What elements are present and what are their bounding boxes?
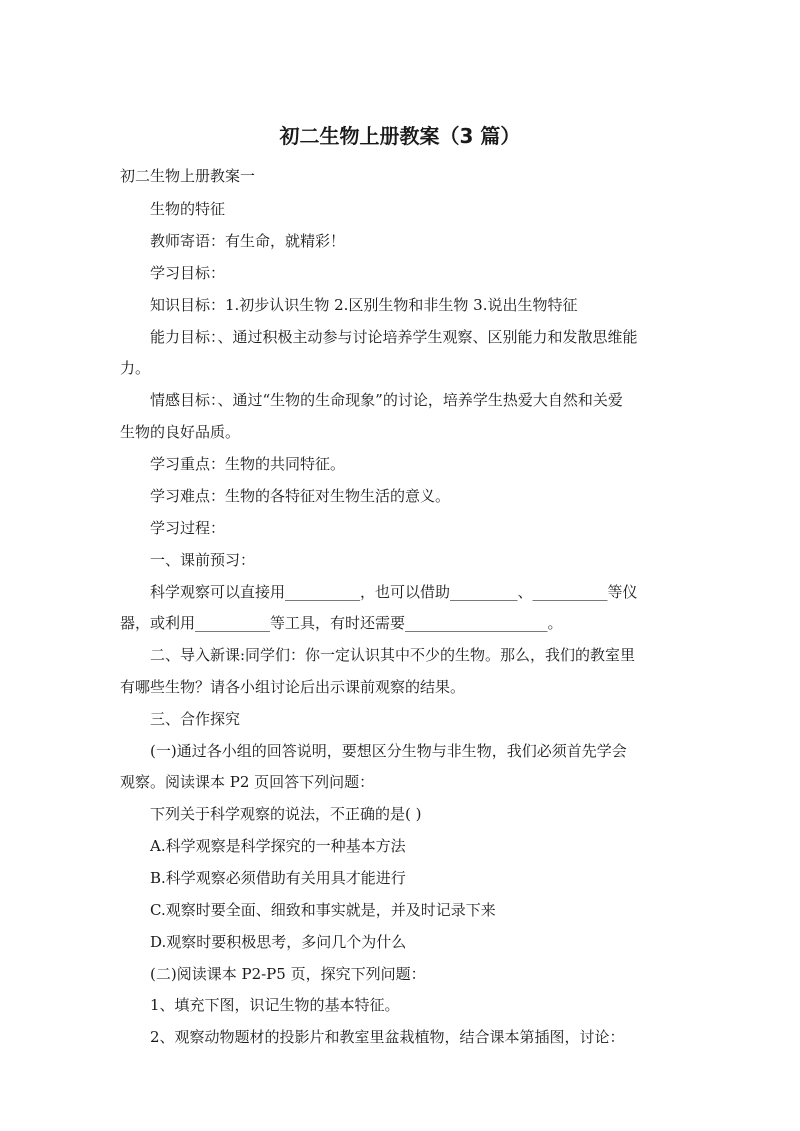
paragraph: 学习过程： <box>150 519 226 537</box>
document-title: 初二生物上册教案（3 篇） <box>279 124 521 148</box>
lesson-topic: 生物的特征 <box>150 200 226 218</box>
paragraph: 三、合作探究 <box>150 710 241 728</box>
paragraph: 能力目标：、通过积极主动参与讨论培养学生观察、区别能力和发散思维能 <box>150 328 638 346</box>
paragraph: 学习难点：生物的各特征对生物生活的意义。 <box>150 487 451 505</box>
paragraph-continuation: 力。 <box>120 359 151 377</box>
paragraph: 二、导入新课:同学们：你一定认识其中不少的生物。那么，我们的教室里 <box>150 646 636 664</box>
paragraph: 一、课前预习： <box>150 551 256 569</box>
paragraph: 教师寄语：有生命，就精彩！ <box>150 232 346 250</box>
paragraph: 科学观察可以直接用__________，也可以借助_________、__________等仪 <box>150 583 638 601</box>
paragraph: (二)阅读课本 P2-P5 页，探究下列问题： <box>150 965 426 983</box>
question: 下列关于科学观察的说法，不正确的是( ) <box>150 805 422 823</box>
paragraph: 学习重点：生物的共同特征。 <box>150 455 346 473</box>
option-d: D.观察时要积极思考，多问几个为什么 <box>150 933 407 951</box>
paragraph: (一)通过各小组的回答说明，要想区分生物与非生物，我们必须首先学会 <box>150 742 627 760</box>
paragraph-continuation: 生物的良好品质。 <box>120 423 241 441</box>
paragraph-continuation: 有哪些生物？请各小组讨论后出示课前观察的结果。 <box>120 678 466 696</box>
paragraph: 学习目标： <box>150 264 226 282</box>
paragraph: 情感目标：、通过“生物的生命现象”的讨论，培养学生热爱大自然和关爱 <box>150 391 623 409</box>
paragraph-continuation: 观察。阅读课本 P2 页回答下列问题： <box>120 773 375 791</box>
option-b: B.科学观察必须借助有关用具才能进行 <box>150 869 406 887</box>
section-heading: 初二生物上册教案一 <box>120 167 256 185</box>
paragraph: 知识目标：1.初步认识生物 2.区别生物和非生物 3.说出生物特征 <box>150 296 578 314</box>
paragraph-continuation: 器，或利用__________等工具，有时还需要___________________。 <box>120 614 563 632</box>
paragraph: 2、观察动物题材的投影片和教室里盆栽植物，结合课本第插图，讨论： <box>150 1028 625 1046</box>
option-c: C.观察时要全面、细致和事实就是，并及时记录下来 <box>150 901 496 919</box>
paragraph: 1、填充下图，识记生物的基本特征。 <box>150 996 400 1014</box>
option-a: A.科学观察是科学探究的一种基本方法 <box>150 837 406 855</box>
